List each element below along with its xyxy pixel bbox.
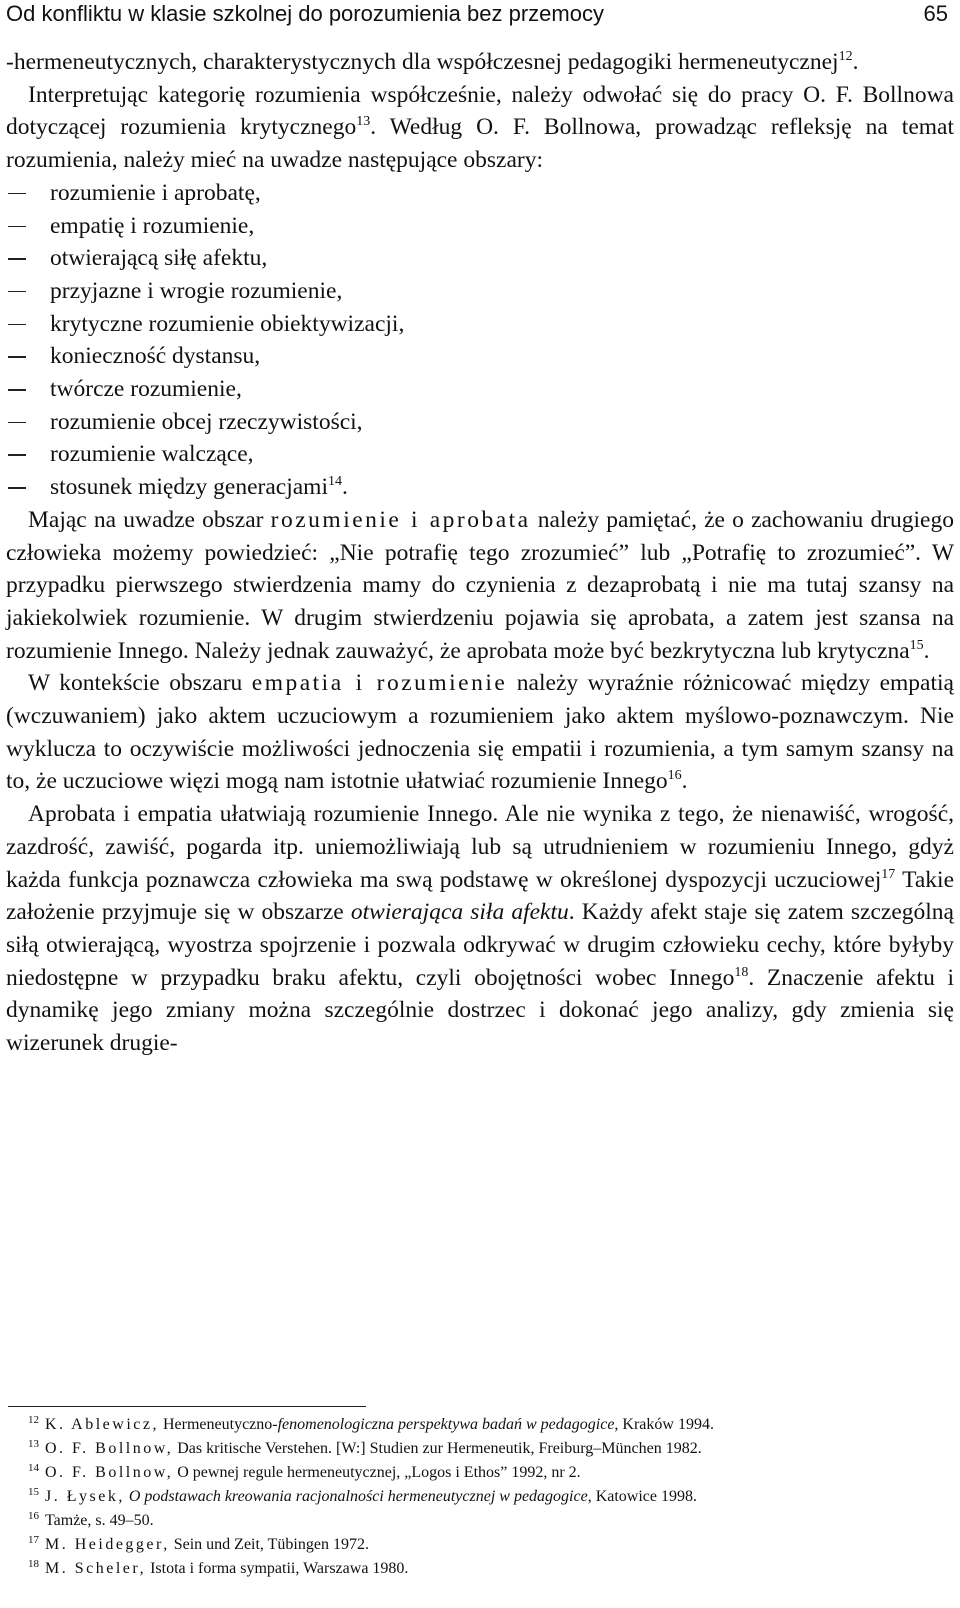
footnote-text: O pewnej regule hermeneutycznej, „Logos i Ethos” 1992, nr 2. <box>173 1464 581 1481</box>
page-number: 65 <box>923 1 948 26</box>
list-item: rozumienie obcej rzeczywistości, <box>6 406 954 439</box>
footnote-divider <box>8 1406 366 1407</box>
footnote-number: 14 <box>28 1462 39 1474</box>
footnote-number: 13 <box>28 1438 39 1450</box>
footnote <box>6 1461 954 1485</box>
list-item: empatię i rozumienie, <box>6 210 954 243</box>
running-header <box>6 0 948 28</box>
footnote-text: , Katowice 1998. <box>587 1488 698 1505</box>
footnote-author: M. Scheler, <box>45 1560 147 1577</box>
footnote <box>6 1557 954 1581</box>
list-item-text: stosunek między generacjami <box>50 474 328 501</box>
paragraph-text: . Według O. F. Bollnowa, prowadząc refleksję na temat rozumienia, należy mieć na uwadze następujące obszary: <box>6 114 954 174</box>
footnote <box>6 1485 954 1509</box>
footnote-ref[interactable]: 14 <box>327 474 342 490</box>
footnote-text: Tamże, s. 49–50. <box>45 1512 154 1529</box>
paragraph-text: -hermeneutycznych, charakterystycznych dla współczesnej pedagogiki hermeneutycznej <box>6 49 839 75</box>
footnote-ref[interactable]: 17 <box>881 866 896 882</box>
list-item: konieczność dystansu, <box>6 340 954 373</box>
footnote-ref[interactable]: 15 <box>909 637 924 653</box>
paragraph-text: . Każdy afekt staje się zatem szczególną siłą otwierającą, wyostrza spojrzenie i pozwala odkrywać w drugim człowieku cechy, które byłyby niedostępne w przypadku braku afektu, czyli obojętności wobec Innego <box>6 899 954 991</box>
paragraph-text: należy wyraźnie różnicować między empatią (wczuwaniem) jako aktem uczuciowym a rozumieniem jako aktem myślowo-poznawczym. Nie wyklucza to oczywiście możliwości jednoczenia się empatii i rozumienia, a tym samym szansy na to, że uczuciowe więzi mogą nam istotnie ułatwiać rozumienie Innego <box>6 670 954 795</box>
paragraph-1: -hermeneutycznych, charakterystycznych dla współczesnej pedagogiki hermeneutycznej$^{12}$. <box>6 49 859 75</box>
paragraph-text: Takie założenie przyjmuje się w obszarze <box>6 866 954 926</box>
footnote-title: fenomenologiczna perspektywa badań w pedagogice <box>277 1416 615 1433</box>
paragraph-3: Mając na uwadze obszar rozumienie i aprobata należy pamiętać, że o zachowaniu drugiego człowieka możemy powiedzieć: „Nie potrafię tego zrozumieć” lub „Potrafię to zrozumieć”. W przypadku pierwszego stwierdzenia mamy do czynienia z dezaprobatą i nie ma tutaj szansy na jakiekolwiek rozumienie. W drugim stwierdzeniu pojawia się aprobata, a zatem jest szansa na rozumienie Innego. Należy jednak zauważyć, że aprobata może być bezkrytyczna lub krytyczna$^{15}$. <box>6 506 954 664</box>
areas-list <box>6 177 954 504</box>
paragraph-text: W kontekście obszaru <box>28 670 252 697</box>
paragraph-5 <box>6 798 954 1060</box>
spaced-term: rozumienie i aprobata <box>270 506 531 533</box>
footnote-number: 15 <box>28 1486 39 1498</box>
footnote <box>6 1509 954 1533</box>
list-item: twórcze rozumienie, <box>6 373 954 406</box>
footnote-ref[interactable]: 13 <box>356 114 371 130</box>
footnote-ref[interactable]: 12 <box>838 49 853 64</box>
spaced-term: empatia i rozumienie <box>251 670 508 697</box>
footnotes <box>6 1406 954 1581</box>
footnote-author: K. Ablewicz, <box>45 1416 159 1433</box>
list-item: przyjazne i wrogie rozumienie, <box>6 275 954 308</box>
paragraph-text: Interpretując kategorię rozumienia współcześnie, należy odwołać się do pracy O. F. Bollnowa dotyczącej rozumienia krytycznego <box>6 81 954 141</box>
list-item: rozumienie i aprobatę, <box>6 177 954 210</box>
italic-term: otwierająca siła afektu <box>350 899 569 926</box>
footnote-ref[interactable]: 18 <box>734 964 749 980</box>
paragraph-text: . Znaczenie afektu i dynamikę jego zmiany można szczególnie dostrzec i dokonać jego analizy, gdy zmienia się wizerunek drugie- <box>6 964 955 1057</box>
list-item: rozumienie walczące, <box>6 438 954 471</box>
paragraph-text: Mając na uwadze obszar <box>28 506 271 533</box>
footnote-text: , Kraków 1994. <box>614 1416 714 1433</box>
footnote-text: Sein und Zeit, Tübingen 1972. <box>169 1536 369 1553</box>
footnote-number: 12 <box>28 1414 39 1426</box>
list-item: otwierającą siłę afektu, <box>6 242 954 275</box>
paragraph-text: należy pamiętać, że o zachowaniu drugiego człowieka możemy powiedzieć: „Nie potrafię tego zrozumieć” lub „Potrafię to zrozumieć”. W przypadku pierwszego stwierdzenia mamy do czynienia z dezaprobatą i nie ma tutaj szansy na jakiekolwiek rozumienie. W drugim stwierdzeniu pojawia się aprobata, a zatem jest szansa na rozumienie Innego. Należy jednak zauważyć, że aprobata może być bezkrytyczna lub krytyczna <box>6 506 954 664</box>
paragraph-2 <box>6 79 954 177</box>
paragraph-text: Aprobata i empatia ułatwiają rozumienie Innego. Ale nie wynika z tego, że nienawiść, wrogość, zazdrość, zawiść, pogarda itp. uniemożliwiają lub są utrudnieniem w rozumieniu Innego, gdyż każda funkcja poznawcza człowieka ma swą podstawę w określonej dyspozycji uczuciowej <box>6 801 954 893</box>
body-text <box>6 46 954 1060</box>
footnote <box>6 1533 954 1557</box>
list-item: stosunek między generacjami$^{14}$. <box>6 471 954 504</box>
footnote <box>6 1437 954 1461</box>
footnote-author: O. F. Bollnow, <box>45 1440 174 1457</box>
footnote-author: M. Heidegger, <box>45 1536 170 1553</box>
footnote-ref[interactable]: 16 <box>667 768 682 784</box>
paragraph-4: W kontekście obszaru empatia i rozumienie należy wyraźnie różnicować między empatią (wczuwaniem) jako aktem uczuciowym a rozumieniem jako aktem myślowo-poznawczym. Nie wyklucza to oczywiście możliwości jednoczenia się empatii i rozumienia, a tym samym szansy na to, że uczuciowe więzi mogą nam istotnie ułatwiać rozumienie Innego$^{16}$. <box>6 670 954 795</box>
footnote-author: O. F. Bollnow, <box>45 1464 174 1481</box>
footnote-title: O podstawach kreowania racjonalności hermeneutycznej w pedagogice <box>128 1488 588 1505</box>
footnote-text: Hermeneutyczno- <box>158 1416 278 1433</box>
footnote-text: Das kritische Verstehen. [W:] Studien zur Hermeneutik, Freiburg–München 1982. <box>173 1440 702 1457</box>
footnote-number: 17 <box>28 1534 39 1546</box>
footnote <box>6 1413 954 1437</box>
list-item: krytyczne rozumienie obiektywizacji, <box>6 308 954 341</box>
footnote-author: J. Łysek, <box>45 1488 125 1505</box>
footnote-number: 18 <box>28 1558 39 1570</box>
footnote-number: 16 <box>28 1510 39 1522</box>
footnote-text: Istota i forma sympatii, Warszawa 1980. <box>146 1560 409 1577</box>
running-title: Od konfliktu w klasie szkolnej do porozumienia bez przemocy <box>6 1 604 26</box>
